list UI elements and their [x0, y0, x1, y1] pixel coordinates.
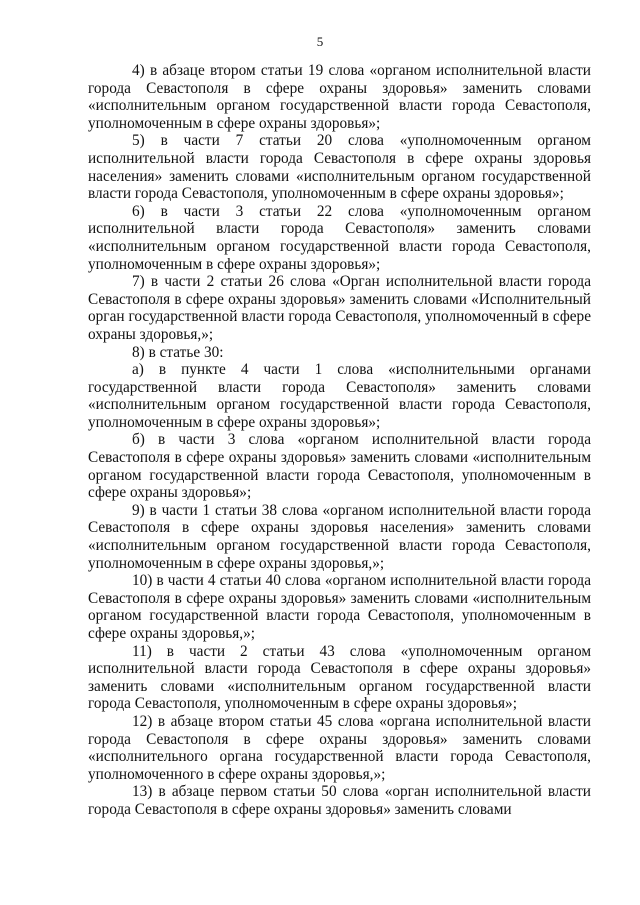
page-number: 5 [316, 34, 324, 49]
paragraph-12: 12) в абзаце втором статьи 45 слова «органа исполнительной власти города Севастополя в сфере охраны здоровья» заменить словами «исполнительного органа государственной власти города Севастополя, уполномоченного в сфере охраны здоровья,»; [88, 712, 591, 783]
paragraph-9: 9) в части 1 статьи 38 слова «органом исполнительной власти города Севастополя в сфере охраны здоровья населения» заменить словами «исполнительным органом государственной власти города Севастополя, уполномоченным в сфере охраны здоровья,»; [88, 501, 591, 572]
paragraph-8: 8) в статье 30: [132, 343, 224, 361]
document-body [88, 62, 591, 819]
paragraph-5: 5) в части 7 статьи 20 слова «уполномоченным органом исполнительной власти города Севастополя в сфере охраны здоровья населения» заменить словами «исполнительным органом государственной власти города Севастополя, уполномоченным в сфере охраны здоровья»; [88, 132, 591, 203]
paragraph-7: 7) в части 2 статьи 26 слова «Орган исполнительной власти города Севастополя в сфере охраны здоровья» заменить словами «Исполнительный орган государственной власти города Севастополя, уполномоченный в сфере охраны здоровья,»; [88, 273, 591, 343]
paragraph-11: 11) в части 2 статьи 43 слова «уполномоченным органом исполнительной власти города Севастополя в сфере охраны здоровья» заменить словами «исполнительным органом государственной власти города Севастополя, уполномоченным в сфере охраны здоровья»; [88, 642, 591, 713]
paragraph-8b: б) в части 3 слова «органом исполнительной власти города Севастополя в сфере охраны здоровья» заменить словами «исполнительным органом государственной власти города Севастополя, уполномоченным в сфере охраны здоровья»; [88, 431, 591, 502]
paragraph-8a: а) в пункте 4 части 1 слова «исполнительными органами государственной власти города Севастополя» заменить словами «исполнительным органом государственной власти города Севастополя, уполномоченным в сфере охраны здоровья»; [88, 361, 591, 431]
paragraph-10: 10) в части 4 статьи 40 слова «органом исполнительной власти города Севастополя в сфере охраны здоровья» заменить словами «исполнительным органом государственной власти города Севастополя, уполномоченным в сфере охраны здоровья,»; [88, 572, 591, 642]
paragraph-4: 4) в абзаце втором статьи 19 слова «органом исполнительной власти города Севастополя в сфере охраны здоровья» заменить словами «исполнительным органом государственной власти города Севастополя, уполномоченным в сфере охраны здоровья»; [88, 62, 591, 132]
paragraph-13: 13) в абзаце первом статьи 50 слова «орган исполнительной власти города Севастополя в сфере охраны здоровья» заменить словами [88, 783, 591, 818]
paragraph-6: 6) в части 3 статьи 22 слова «уполномоченным органом исполнительной власти города Севастополя» заменить словами «исполнительным органом государственной власти города Севастополя, уполномоченным в сфере охраны здоровья»; [88, 202, 591, 273]
